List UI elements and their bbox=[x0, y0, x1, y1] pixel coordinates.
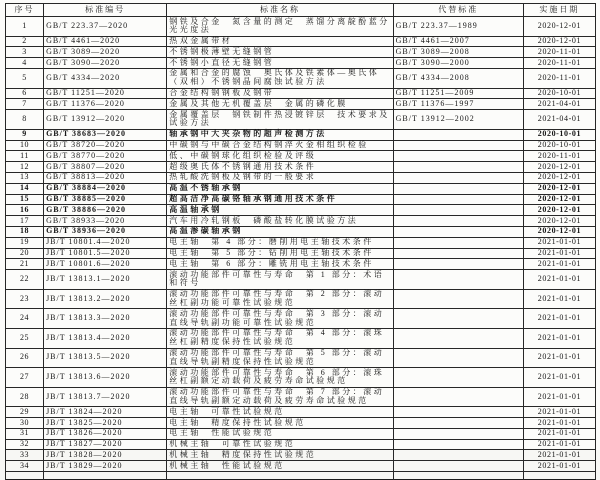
standard-name: 机械主轴 性能试验规范 bbox=[167, 461, 393, 472]
standard-number: JB/T 10801.6—2020 bbox=[44, 259, 167, 270]
table-row bbox=[6, 439, 596, 450]
table-row bbox=[6, 140, 596, 151]
standard-name: 电主轴 第 4 部分：磨削用电主轴技术条件 bbox=[167, 237, 393, 248]
table-row bbox=[6, 461, 596, 472]
implementation-date: 2021-01-01 bbox=[523, 387, 595, 407]
standard-name: 高温渗碳轴承钢 bbox=[167, 226, 393, 237]
replaced-standard bbox=[393, 472, 523, 480]
replaced-standard bbox=[393, 328, 523, 348]
standard-number: JB/T 13813.5—2020 bbox=[44, 348, 167, 368]
standard-name: 金属覆盖层 钢铁制件热浸镀锌层 技术要求及试验方法 bbox=[167, 110, 393, 130]
standard-number: GB/T 38807—2020 bbox=[44, 162, 167, 173]
standard-number: GB/T 38885—2020 bbox=[44, 194, 167, 205]
implementation-date: 2021-01-01 bbox=[523, 270, 595, 290]
implementation-date: 2021-01-01 bbox=[523, 428, 595, 439]
standard-number: GB/T 38886—2020 bbox=[44, 205, 167, 216]
table-row bbox=[6, 183, 596, 194]
table-row bbox=[6, 289, 596, 309]
table-row bbox=[6, 387, 596, 407]
replaced-standard bbox=[393, 418, 523, 429]
standard-name: 高温不锈轴承钢 bbox=[167, 183, 393, 194]
standard-name: 高温轴承钢 bbox=[167, 205, 393, 216]
table-row bbox=[6, 99, 596, 110]
replaced-standard: GB/T 11251—2009 bbox=[393, 88, 523, 99]
table-row bbox=[6, 407, 596, 418]
table-row bbox=[6, 248, 596, 259]
implementation-date: 2020-10-01 bbox=[523, 129, 595, 140]
standard-number: GB/T 11251—2020 bbox=[44, 88, 167, 99]
standard-number bbox=[44, 472, 167, 480]
standard-number: JB/T 13829—2020 bbox=[44, 461, 167, 472]
standard-name: 滚动功能部件可靠性与寿命 第 6 部分：滚珠丝杠副额定动载荷及疲劳寿命试验规范 bbox=[167, 368, 393, 388]
row-index: 22 bbox=[6, 270, 44, 290]
implementation-date: 2020-11-01 bbox=[523, 58, 595, 69]
implementation-date: 2021-01-01 bbox=[523, 309, 595, 329]
row-index: 1 bbox=[6, 17, 44, 37]
standard-name: 滚动功能部件可靠性与寿命 第 3 部分：滚动直线导轨副功能可靠性试验规范 bbox=[167, 309, 393, 329]
standard-name: 滚动功能部件可靠性与寿命 第 4 部分：滚珠丝杠副精度保持性试验规范 bbox=[167, 328, 393, 348]
col-header-index: 序号 bbox=[6, 4, 44, 17]
implementation-date: 2021-01-01 bbox=[523, 439, 595, 450]
row-index: 6 bbox=[6, 88, 44, 99]
implementation-date: 2020-12-01 bbox=[523, 17, 595, 37]
replaced-standard bbox=[393, 140, 523, 151]
replaced-standard: GB/T 3090—2000 bbox=[393, 58, 523, 69]
standard-name: 电主轴 第 5 部分：钻削用电主轴技术条件 bbox=[167, 248, 393, 259]
standard-number: JB/T 13826—2020 bbox=[44, 428, 167, 439]
replaced-standard bbox=[393, 309, 523, 329]
table-row bbox=[6, 17, 596, 37]
standard-name: 电主轴 可靠性试验规范 bbox=[167, 407, 393, 418]
row-index: 23 bbox=[6, 289, 44, 309]
standard-number: GB/T 38884—2020 bbox=[44, 183, 167, 194]
replaced-standard bbox=[393, 248, 523, 259]
row-index: 30 bbox=[6, 418, 44, 429]
table-row bbox=[6, 450, 596, 461]
table-row bbox=[6, 309, 596, 329]
row-index: 19 bbox=[6, 237, 44, 248]
implementation-date: 2020-12-01 bbox=[523, 194, 595, 205]
row-index: 17 bbox=[6, 216, 44, 227]
standard-number: GB/T 11376—2020 bbox=[44, 99, 167, 110]
row-index: 29 bbox=[6, 407, 44, 418]
standard-number: JB/T 10801.5—2020 bbox=[44, 248, 167, 259]
row-index: 2 bbox=[6, 36, 44, 47]
standard-name: 热双金属带材 bbox=[167, 36, 393, 47]
row-index: 10 bbox=[6, 140, 44, 151]
standard-number: GB/T 38936—2020 bbox=[44, 226, 167, 237]
standard-number: GB/T 38933—2020 bbox=[44, 216, 167, 227]
implementation-date: 2020-11-01 bbox=[523, 47, 595, 58]
standard-number: GB/T 223.37—2020 bbox=[44, 17, 167, 37]
table-row bbox=[6, 172, 596, 183]
standard-number: JB/T 13813.6—2020 bbox=[44, 368, 167, 388]
replaced-standard bbox=[393, 439, 523, 450]
standard-name: 机械主轴 可靠性试验规范 bbox=[167, 439, 393, 450]
row-index: 14 bbox=[6, 183, 44, 194]
standard-name: 电主轴 精度保持性试验规范 bbox=[167, 418, 393, 429]
col-header-replaced-standard: 代替标准 bbox=[393, 4, 523, 17]
replaced-standard: GB/T 4461—2007 bbox=[393, 36, 523, 47]
replaced-standard bbox=[393, 237, 523, 248]
table-row bbox=[6, 68, 596, 88]
table-row bbox=[6, 328, 596, 348]
table-row bbox=[6, 418, 596, 429]
implementation-date: 2020-12-01 bbox=[523, 216, 595, 227]
standard-number: GB/T 3090—2020 bbox=[44, 58, 167, 69]
standard-name: 金属及其他无机覆盖层 金属的磷化膜 bbox=[167, 99, 393, 110]
standard-number: GB/T 38770—2020 bbox=[44, 151, 167, 162]
standard-number: GB/T 4334—2020 bbox=[44, 68, 167, 88]
row-index: 34 bbox=[6, 461, 44, 472]
row-index: 8 bbox=[6, 110, 44, 130]
standard-name: 滚动功能部件可靠性与寿命 第 5 部分：滚动直线导轨副精度保持性试验规范 bbox=[167, 348, 393, 368]
implementation-date: 2021-04-01 bbox=[523, 110, 595, 130]
table-row bbox=[6, 129, 596, 140]
implementation-date: 2020-10-01 bbox=[523, 88, 595, 99]
standard-number: JB/T 13827—2020 bbox=[44, 439, 167, 450]
implementation-date: 2021-01-01 bbox=[523, 248, 595, 259]
implementation-date: 2020-11-01 bbox=[523, 151, 595, 162]
row-index: 7 bbox=[6, 99, 44, 110]
implementation-date: 2020-12-01 bbox=[523, 172, 595, 183]
replaced-standard bbox=[393, 172, 523, 183]
standard-name: 电主轴 第 6 部分：雕铣用电主轴技术条件 bbox=[167, 259, 393, 270]
row-index: 4 bbox=[6, 58, 44, 69]
table-row bbox=[6, 36, 596, 47]
replaced-standard bbox=[393, 407, 523, 418]
replaced-standard: GB/T 223.37—1989 bbox=[393, 17, 523, 37]
table-row bbox=[6, 259, 596, 270]
implementation-date: 2021-01-01 bbox=[523, 259, 595, 270]
standard-number: JB/T 13813.1—2020 bbox=[44, 270, 167, 290]
row-index: 13 bbox=[6, 172, 44, 183]
standard-name: 中碳钢与中碳合金结构钢淬火金相组织检验 bbox=[167, 140, 393, 151]
replaced-standard bbox=[393, 194, 523, 205]
implementation-date: 2020-11-01 bbox=[523, 68, 595, 88]
row-index: 11 bbox=[6, 151, 44, 162]
standard-number: JB/T 13825—2020 bbox=[44, 418, 167, 429]
replaced-standard: GB/T 3089—2008 bbox=[393, 47, 523, 58]
replaced-standard: GB/T 13912—2002 bbox=[393, 110, 523, 130]
replaced-standard bbox=[393, 216, 523, 227]
replaced-standard bbox=[393, 162, 523, 173]
table-row bbox=[6, 205, 596, 216]
row-index: 28 bbox=[6, 387, 44, 407]
standard-name: 机械主轴 精度保持性试验规范 bbox=[167, 450, 393, 461]
replaced-standard bbox=[393, 348, 523, 368]
standard-name: 不锈钢小直径无缝钢管 bbox=[167, 58, 393, 69]
standard-name: 不锈钢极薄壁无缝钢管 bbox=[167, 47, 393, 58]
row-index: 21 bbox=[6, 259, 44, 270]
table-row bbox=[6, 58, 596, 69]
table-row bbox=[6, 47, 596, 58]
implementation-date: 2021-01-01 bbox=[523, 407, 595, 418]
table-row bbox=[6, 110, 596, 130]
implementation-date: 2021-01-01 bbox=[523, 450, 595, 461]
col-header-standard-name: 标准名称 bbox=[167, 4, 393, 17]
col-header-standard-no: 标准编号 bbox=[44, 4, 167, 17]
table-row bbox=[6, 88, 596, 99]
table-row bbox=[6, 237, 596, 248]
replaced-standard bbox=[393, 450, 523, 461]
replaced-standard bbox=[393, 226, 523, 237]
replaced-standard bbox=[393, 289, 523, 309]
table-row bbox=[6, 428, 596, 439]
standard-number: GB/T 4461—2020 bbox=[44, 36, 167, 47]
standard-name: 电主轴 性能试验规范 bbox=[167, 428, 393, 439]
standard-name bbox=[167, 472, 393, 480]
row-index: 31 bbox=[6, 428, 44, 439]
row-index: 20 bbox=[6, 248, 44, 259]
implementation-date: 2021-01-01 bbox=[523, 368, 595, 388]
table-row bbox=[6, 348, 596, 368]
standard-number: GB/T 13912—2020 bbox=[44, 110, 167, 130]
replaced-standard bbox=[393, 205, 523, 216]
standard-name: 金属和合金的腐蚀 奥氏体及铁素体—奥氏体（双相）不锈钢晶间腐蚀试验方法 bbox=[167, 68, 393, 88]
row-index bbox=[6, 472, 44, 480]
standard-number: GB/T 38720—2020 bbox=[44, 140, 167, 151]
row-index: 18 bbox=[6, 226, 44, 237]
implementation-date: 2020-12-01 bbox=[523, 36, 595, 47]
col-header-implementation-date: 实施日期 bbox=[523, 4, 595, 17]
standard-name: 滚动功能部件可靠性与寿命 第 2 部分：滚动丝杠副功能可靠性试验规范 bbox=[167, 289, 393, 309]
standard-number: GB/T 38683—2020 bbox=[44, 129, 167, 140]
implementation-date: 2021-04-01 bbox=[523, 99, 595, 110]
implementation-date: 2021-01-01 bbox=[523, 289, 595, 309]
implementation-date: 2021-01-01 bbox=[523, 328, 595, 348]
implementation-date: 2020-12-01 bbox=[523, 205, 595, 216]
row-index: 26 bbox=[6, 348, 44, 368]
row-index: 12 bbox=[6, 162, 44, 173]
table-row bbox=[6, 151, 596, 162]
standard-number: JB/T 13813.7—2020 bbox=[44, 387, 167, 407]
table-row bbox=[6, 226, 596, 237]
standard-name: 超高洁净高碳铬轴承钢通用技术条件 bbox=[167, 194, 393, 205]
replaced-standard bbox=[393, 129, 523, 140]
standard-name: 汽车用冷轧钢板 磷酸盐转化膜试验方法 bbox=[167, 216, 393, 227]
standard-name: 滚动功能部件可靠性与寿命 第 7 部分：滚动直线导轨副额定动载荷及疲劳寿命试验规范 bbox=[167, 387, 393, 407]
table-header-row bbox=[6, 4, 596, 17]
standards-table bbox=[5, 3, 596, 480]
row-index: 33 bbox=[6, 450, 44, 461]
replaced-standard: GB/T 4334—2008 bbox=[393, 68, 523, 88]
standard-name: 超级奥氏体不锈钢通用技术条件 bbox=[167, 162, 393, 173]
implementation-date: 2020-12-01 bbox=[523, 162, 595, 173]
standard-number: GB/T 38813—2020 bbox=[44, 172, 167, 183]
implementation-date: 2020-12-01 bbox=[523, 183, 595, 194]
standard-name: 低、中碳钢球化组织检验及评级 bbox=[167, 151, 393, 162]
row-index: 9 bbox=[6, 129, 44, 140]
table-row bbox=[6, 194, 596, 205]
table-row bbox=[6, 270, 596, 290]
table-row bbox=[6, 162, 596, 173]
row-index: 32 bbox=[6, 439, 44, 450]
standard-number: JB/T 13813.3—2020 bbox=[44, 309, 167, 329]
standard-name: 滚动功能部件可靠性与寿命 第 1 部分：术语和符号 bbox=[167, 270, 393, 290]
standard-name: 轴承钢中大夹杂物的超声检测方法 bbox=[167, 129, 393, 140]
implementation-date: 2021-01-01 bbox=[523, 237, 595, 248]
replaced-standard bbox=[393, 259, 523, 270]
implementation-date: 2021-01-01 bbox=[523, 348, 595, 368]
row-index: 15 bbox=[6, 194, 44, 205]
table-row bbox=[6, 368, 596, 388]
replaced-standard bbox=[393, 270, 523, 290]
replaced-standard bbox=[393, 461, 523, 472]
standard-name: 钢铁及合金 氮含量的测定 蒸馏分离靛酚蓝分光光度法 bbox=[167, 17, 393, 37]
replaced-standard bbox=[393, 387, 523, 407]
row-index: 27 bbox=[6, 368, 44, 388]
table-row-partial bbox=[6, 472, 596, 480]
row-index: 5 bbox=[6, 68, 44, 88]
implementation-date: 2020-12-01 bbox=[523, 226, 595, 237]
row-index: 3 bbox=[6, 47, 44, 58]
standard-name: 热轧酸洗钢板及钢带的一般要求 bbox=[167, 172, 393, 183]
standard-number: JB/T 13813.2—2020 bbox=[44, 289, 167, 309]
implementation-date: 2020-10-01 bbox=[523, 140, 595, 151]
implementation-date: 2021-01-01 bbox=[523, 461, 595, 472]
replaced-standard: GB/T 11376—1997 bbox=[393, 99, 523, 110]
row-index: 24 bbox=[6, 309, 44, 329]
standard-number: JB/T 13824—2020 bbox=[44, 407, 167, 418]
standard-name: 合金结构钢钢板及钢带 bbox=[167, 88, 393, 99]
row-index: 16 bbox=[6, 205, 44, 216]
replaced-standard bbox=[393, 151, 523, 162]
standard-number: JB/T 13813.4—2020 bbox=[44, 328, 167, 348]
standard-number: JB/T 13828—2020 bbox=[44, 450, 167, 461]
standard-number: GB/T 3089—2020 bbox=[44, 47, 167, 58]
row-index: 25 bbox=[6, 328, 44, 348]
replaced-standard bbox=[393, 428, 523, 439]
replaced-standard bbox=[393, 183, 523, 194]
replaced-standard bbox=[393, 368, 523, 388]
standard-number: JB/T 10801.4—2020 bbox=[44, 237, 167, 248]
table-row bbox=[6, 216, 596, 227]
implementation-date bbox=[523, 472, 595, 480]
implementation-date: 2021-01-01 bbox=[523, 418, 595, 429]
